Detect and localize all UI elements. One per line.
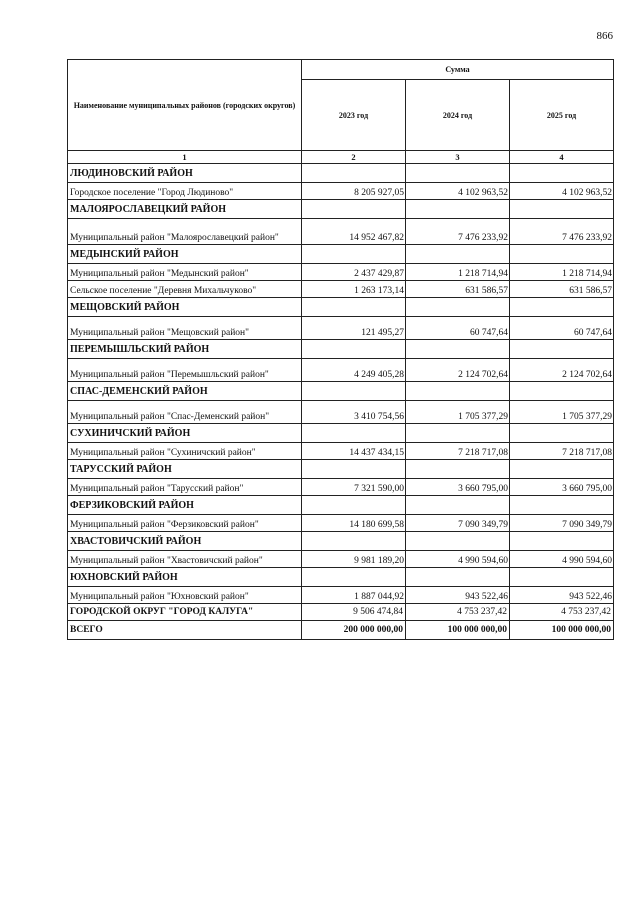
district-title: ЛЮДИНОВСКИЙ РАЙОН (68, 164, 302, 183)
value-2023: 14 952 467,82 (302, 219, 406, 245)
value-2024: 7 090 349,79 (406, 515, 510, 532)
value-2025: 631 586,57 (510, 281, 614, 298)
header-row-sum (68, 60, 614, 80)
column-number: 1 (68, 151, 302, 164)
value-2023: 121 495,27 (302, 317, 406, 340)
column-number-row (68, 151, 614, 164)
empty-cell (406, 382, 510, 401)
value-2023: 3 410 754,56 (302, 401, 406, 424)
district-title: МАЛОЯРОСЛАВЕЦКИЙ РАЙОН (68, 200, 302, 219)
empty-cell (302, 382, 406, 401)
value-2024: 2 124 702,64 (406, 359, 510, 382)
district-row (68, 298, 614, 317)
value-2023: 7 321 590,00 (302, 479, 406, 496)
value-2024: 1 218 714,94 (406, 264, 510, 281)
value-2025: 1 705 377,29 (510, 401, 614, 424)
value-2024: 4 102 963,52 (406, 183, 510, 200)
value-2023: 2 437 429,87 (302, 264, 406, 281)
column-number: 3 (406, 151, 510, 164)
municipality-name: Муниципальный район "Малоярославецкий район" (68, 219, 302, 245)
municipality-row (68, 183, 614, 200)
district-row (68, 245, 614, 264)
district-title: ФЕРЗИКОВСКИЙ РАЙОН (68, 496, 302, 515)
district-row (68, 532, 614, 551)
value-2025: 60 747,64 (510, 317, 614, 340)
municipality-row (68, 264, 614, 281)
district-row (68, 496, 614, 515)
empty-cell (406, 200, 510, 219)
value-2025: 7 090 349,79 (510, 515, 614, 532)
empty-cell (406, 532, 510, 551)
municipality-name: Муниципальный район "Мещовский район" (68, 317, 302, 340)
municipality-name: Сельское поселение "Деревня Михальчуково" (68, 281, 302, 298)
empty-cell (510, 496, 614, 515)
empty-cell (406, 460, 510, 479)
empty-cell (302, 200, 406, 219)
municipality-name: Муниципальный район "Медынский район" (68, 264, 302, 281)
municipality-name: Муниципальный район "Ферзиковский район" (68, 515, 302, 532)
value-2025: 7 218 717,08 (510, 443, 614, 460)
value-2025: 1 218 714,94 (510, 264, 614, 281)
empty-cell (302, 460, 406, 479)
empty-cell (406, 568, 510, 587)
empty-cell (510, 245, 614, 264)
empty-cell (510, 568, 614, 587)
value-2024: 943 522,46 (406, 587, 510, 604)
column-number: 2 (302, 151, 406, 164)
municipality-row (68, 479, 614, 496)
value-2024: 1 705 377,29 (406, 401, 510, 424)
empty-cell (406, 340, 510, 359)
district-title: ЮХНОВСКИЙ РАЙОН (68, 568, 302, 587)
municipality-row (68, 219, 614, 245)
empty-cell (510, 382, 614, 401)
district-title: МЕДЫНСКИЙ РАЙОН (68, 245, 302, 264)
empty-cell (510, 200, 614, 219)
municipality-row (68, 587, 614, 604)
empty-cell (406, 496, 510, 515)
header-name-col: Наименование муниципальных районов (городских округов) (68, 60, 302, 151)
empty-cell (510, 424, 614, 443)
total-2025: 100 000 000,00 (510, 621, 614, 640)
district-row (68, 382, 614, 401)
value-2024: 7 476 233,92 (406, 219, 510, 245)
empty-cell (302, 496, 406, 515)
value-2025: 4 753 237,42 (510, 604, 614, 621)
empty-cell (302, 298, 406, 317)
header-year-2025: 2025 год (510, 80, 614, 151)
municipality-name: Муниципальный район "Хвастовичский район" (68, 551, 302, 568)
total-row (68, 621, 614, 640)
empty-cell (406, 298, 510, 317)
header-sum-label: Сумма (302, 60, 614, 80)
municipality-row (68, 281, 614, 298)
district-title: ПЕРЕМЫШЛЬСКИЙ РАЙОН (68, 340, 302, 359)
value-2025: 943 522,46 (510, 587, 614, 604)
district-row (68, 424, 614, 443)
allocation-table (67, 59, 614, 640)
empty-cell (302, 532, 406, 551)
value-2024: 60 747,64 (406, 317, 510, 340)
value-2023: 9 506 474,84 (302, 604, 406, 621)
total-2024: 100 000 000,00 (406, 621, 510, 640)
district-row (68, 200, 614, 219)
district-row (68, 460, 614, 479)
value-2023: 14 180 699,58 (302, 515, 406, 532)
value-2023: 14 437 434,15 (302, 443, 406, 460)
value-2023: 1 887 044,92 (302, 587, 406, 604)
municipality-name: Муниципальный район "Юхновский район" (68, 587, 302, 604)
empty-cell (510, 298, 614, 317)
table-body (68, 60, 614, 640)
value-2025: 4 990 594,60 (510, 551, 614, 568)
municipality-row (68, 443, 614, 460)
total-label: ВСЕГО (68, 621, 302, 640)
value-2025: 4 102 963,52 (510, 183, 614, 200)
value-2025: 7 476 233,92 (510, 219, 614, 245)
district-row (68, 568, 614, 587)
district-title: МЕЩОВСКИЙ РАЙОН (68, 298, 302, 317)
empty-cell (510, 340, 614, 359)
municipality-name: Муниципальный район "Тарусский район" (68, 479, 302, 496)
empty-cell (510, 532, 614, 551)
district-title: СПАС-ДЕМЕНСКИЙ РАЙОН (68, 382, 302, 401)
value-2024: 7 218 717,08 (406, 443, 510, 460)
district-row (68, 340, 614, 359)
district-row (68, 164, 614, 183)
municipality-row (68, 515, 614, 532)
district-title: СУХИНИЧСКИЙ РАЙОН (68, 424, 302, 443)
empty-cell (510, 164, 614, 183)
value-2024: 4 990 594,60 (406, 551, 510, 568)
value-2024: 3 660 795,00 (406, 479, 510, 496)
column-number: 4 (510, 151, 614, 164)
municipality-row (68, 359, 614, 382)
municipality-name: Муниципальный район "Перемышльский район" (68, 359, 302, 382)
total-2023: 200 000 000,00 (302, 621, 406, 640)
value-2023: 4 249 405,28 (302, 359, 406, 382)
value-2023: 1 263 173,14 (302, 281, 406, 298)
municipality-name: Муниципальный район "Сухиничский район" (68, 443, 302, 460)
municipality-row (68, 317, 614, 340)
empty-cell (406, 424, 510, 443)
empty-cell (406, 164, 510, 183)
empty-cell (510, 460, 614, 479)
value-2025: 2 124 702,64 (510, 359, 614, 382)
municipality-name: Муниципальный район "Спас-Деменский район" (68, 401, 302, 424)
district-title: ТАРУССКИЙ РАЙОН (68, 460, 302, 479)
empty-cell (302, 568, 406, 587)
value-2024: 631 586,57 (406, 281, 510, 298)
value-2023: 9 981 189,20 (302, 551, 406, 568)
empty-cell (302, 245, 406, 264)
city-row (68, 604, 614, 621)
district-title: ХВАСТОВИЧСКИЙ РАЙОН (68, 532, 302, 551)
municipality-row (68, 401, 614, 424)
value-2025: 3 660 795,00 (510, 479, 614, 496)
empty-cell (302, 424, 406, 443)
page-number: 866 (596, 30, 613, 42)
empty-cell (406, 245, 510, 264)
header-year-2024: 2024 год (406, 80, 510, 151)
municipality-name: Городское поселение "Город Людиново" (68, 183, 302, 200)
empty-cell (302, 164, 406, 183)
value-2024: 4 753 237,42 (406, 604, 510, 621)
municipality-row (68, 551, 614, 568)
city-name: ГОРОДСКОЙ ОКРУГ "ГОРОД КАЛУГА" (68, 604, 302, 621)
empty-cell (302, 340, 406, 359)
header-year-2023: 2023 год (302, 80, 406, 151)
value-2023: 8 205 927,05 (302, 183, 406, 200)
